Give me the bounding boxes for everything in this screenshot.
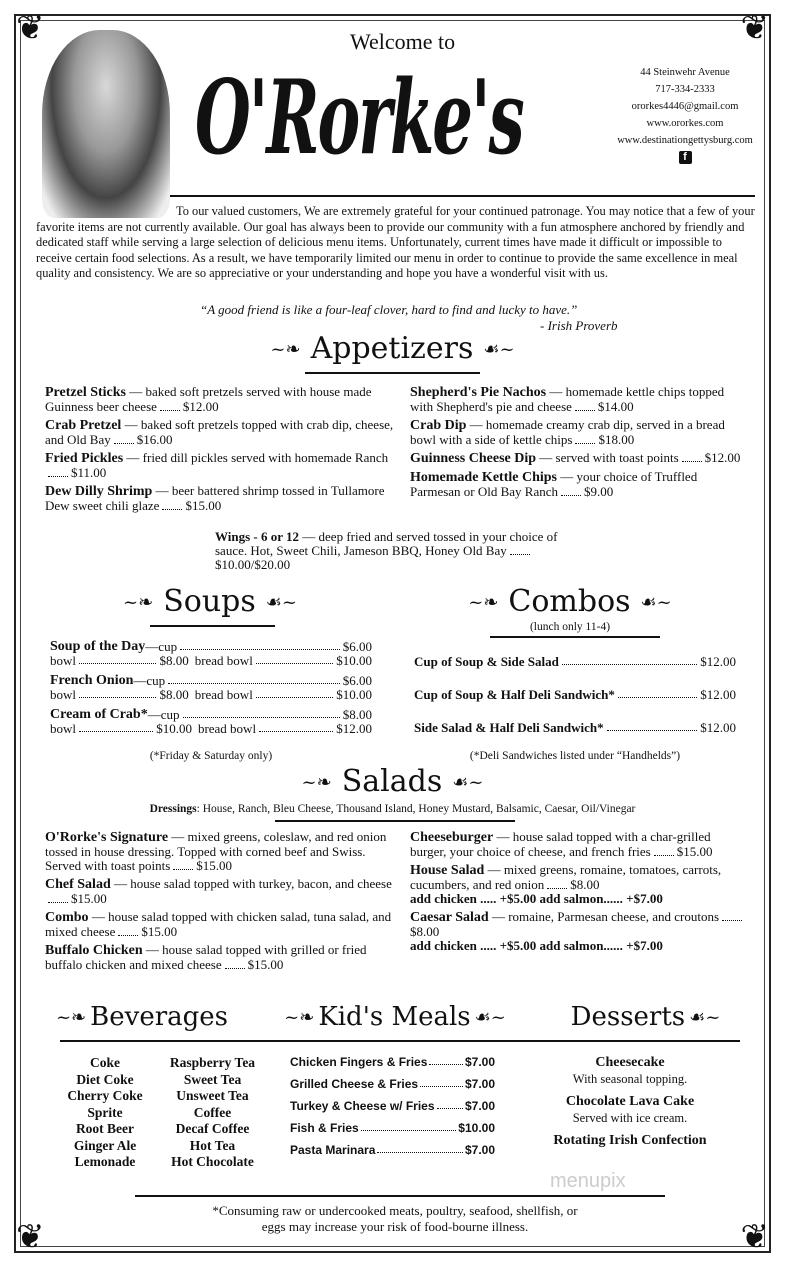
item-name: Side Salad & Half Deli Sandwich* [414, 720, 604, 735]
combo-item [414, 655, 736, 669]
soups-list [50, 640, 372, 742]
item-price: $6.00 [342, 639, 372, 654]
corner-ornament: ❦ [740, 10, 769, 47]
menu-item: Chef Salad — house salad topped with turkey, bacon, and cheese$15.00 [45, 876, 392, 906]
item-price: $12.00 [700, 654, 736, 669]
size-label: cup [160, 707, 180, 722]
item-price: $9.00 [584, 484, 614, 499]
corner-ornament: ❦ [740, 1219, 769, 1256]
intro-text: To our valued customers, We are extremely grateful for your continued patronage. You may notice that a few of your favorite items are not currently available. Our goal has always been to provide our community with a fun atmosphere anchored by friendly and dedicated staff while serving a large selection of delicious menu items. Unfortunately, current times have made it difficult or impossible to receive certain food selections. As a result, we have temporarily limited our menu in order to continue to provide the same excellence in meal quality and consistency. We are so appreciative or your understanding and hope you have a wonderful visit with us. [36, 204, 755, 281]
item-price: $12.00 [182, 399, 219, 414]
corner-ornament: ❦ [16, 10, 45, 47]
size-label: bread bowl [194, 687, 253, 702]
item-name: Fish & Fries [290, 1121, 359, 1135]
soup-item: Soup of the Day — cup $6.00 bowl $8.00 bread bowl $10.00 [50, 639, 372, 668]
menu-item: Dew Dilly Shrimp — beer battered shrimp tossed in Tullamore Dew sweet chili glaze $15.00 [45, 483, 385, 513]
item-price: $12.00 [336, 721, 372, 736]
leader-dots [561, 495, 581, 496]
leader-dots [575, 443, 595, 444]
leader-dots [162, 509, 182, 510]
item-name: Grilled Cheese & Fries [290, 1077, 419, 1091]
item-description: house salad topped with turkey, bacon, and cheese [130, 876, 392, 891]
soup-item: Cream of Crab* — cup $8.00 bowl $10.00 bread bowl $12.00 [50, 707, 372, 736]
item-name: French Onion [50, 673, 134, 688]
menu-item: Combo — house salad topped with chicken salad, tuna salad, and mixed cheese $15.00 [45, 909, 392, 939]
watermark: menupix [550, 1170, 626, 1192]
item-price: $12.00 [704, 450, 741, 465]
item-description: fried dill pickles served with homemade Ranch [142, 450, 389, 465]
email[interactable]: ororkes4446@gmail.com [631, 101, 739, 112]
combos-list [414, 655, 736, 754]
item-price: $15.00 [247, 957, 284, 972]
kids-item [290, 1099, 495, 1113]
beverages-col-1 [55, 1055, 155, 1171]
dressings: Dressings: House, Ranch, Bleu Cheese, Thousand Island, Honey Mustard, Balsamic, Caesar, Oil/Vinegar [149, 803, 636, 815]
desserts-heading: Desserts ☙~ [570, 1002, 721, 1032]
size-label: bread bowl [197, 721, 257, 736]
quote: “A good friend is like a four-leaf clover, hard to find and lucky to have.” [200, 302, 578, 317]
item-name: Pretzel Sticks [45, 385, 126, 400]
leader-dots [48, 476, 68, 477]
menu-item: Buffalo Chicken — house salad topped with grilled or fried buffalo chicken and mixed cheese $15.00 [45, 942, 367, 972]
item-name: Dew Dilly Shrimp [45, 484, 153, 499]
salads-left [45, 830, 395, 976]
address: 44 Steinwehr Avenue [640, 67, 730, 78]
item-description: mixed greens, coleslaw, and red onion tossed in house dressing. Topped with corned beef and Swiss. Served with toast points [45, 829, 387, 873]
size-label: bread bowl [194, 653, 253, 668]
item-price: $14.00 [597, 399, 634, 414]
item-description: Served with ice cream. [572, 1111, 688, 1125]
menu-item: House Salad — mixed greens, romaine, tomatoes, carrots, cucumbers, and red onion $8.00 add chicken ..... +$5.00 add salmon...... +$7.00 [410, 863, 745, 906]
salads-right [410, 830, 745, 957]
item-addons: add chicken ..... +$5.00 add salmon...... +$7.00 [410, 938, 663, 953]
menu-item: Guinness Cheese Dip — served with toast points $12.00 [410, 450, 741, 466]
beverage-item: Root Beer [75, 1121, 135, 1136]
item-description: homemade kettle chips topped with Shepherd's pie and cheese [410, 384, 725, 414]
item-price: $8.00 [570, 877, 600, 892]
combo-item [414, 721, 736, 735]
beverage-item: Raspberry Tea [169, 1055, 256, 1070]
kids-item [290, 1055, 495, 1069]
leader-dots [118, 935, 138, 936]
leader-dots [547, 888, 567, 889]
item-price: $8.00 [410, 924, 440, 939]
leader-dots [575, 410, 595, 411]
menu-item: Cheeseburger — house salad topped with a char-grilled burger, your choice of cheese, and french fries $15.00 [410, 829, 713, 859]
beverages-col-2 [155, 1055, 270, 1171]
appetizers-right [410, 385, 745, 503]
item-price: $7.00 [464, 1055, 495, 1069]
item-addons: add chicken ..... +$5.00 add salmon...... +$7.00 [410, 891, 663, 906]
item-price: $7.00 [464, 1099, 495, 1113]
beverage-item: Hot Chocolate [171, 1154, 254, 1169]
item-price: $10.00 [336, 653, 372, 668]
phone: 717-334-2333 [655, 84, 715, 95]
soups-note: (*Friday & Saturday only) [149, 750, 273, 762]
leader-dots [114, 443, 134, 444]
item-price: $8.00 [342, 707, 372, 722]
menu-item: Crab Dip — homemade creamy crab dip, served in a bread bowl with a side of kettle chips $18.00 [410, 417, 725, 447]
combos-note: (*Deli Sandwiches listed under “Handhelds”) [469, 750, 681, 762]
item-price: $8.00 [159, 687, 189, 702]
item-description: baked soft pretzels served with house made Guinness beer cheese [45, 384, 372, 414]
item-name: Pasta Marinara [290, 1143, 376, 1157]
beverage-item: Sprite [87, 1104, 123, 1120]
item-name: Rotating Irish Confection [553, 1133, 707, 1148]
item-name: Cheeseburger [410, 830, 494, 845]
item-name: Chocolate Lava Cake [565, 1094, 695, 1109]
leader-dots [722, 920, 742, 921]
item-name: Cheesecake [595, 1055, 665, 1070]
item-description: mixed greens, romaine, tomatoes, carrots, cucumbers, and red onion [410, 862, 722, 892]
divider [170, 195, 755, 197]
beverage-item: Decaf Coffee [175, 1121, 250, 1136]
menu-item: Fried Pickles — fried dill pickles served with homemade Ranch$11.00 [45, 450, 389, 480]
item-price: $6.00 [342, 673, 372, 688]
contact-info [605, 64, 765, 166]
size-label: bowl [50, 721, 76, 736]
item-price: $7.00 [464, 1077, 495, 1091]
item-price: $15.00 [141, 924, 178, 939]
website[interactable]: www.ororkes.com [646, 118, 724, 129]
item-name: Crab Dip [410, 418, 467, 433]
kids-heading: ~❧ Kid's Meals ☙~ [284, 1002, 506, 1032]
item-name: Chicken Fingers & Fries [290, 1055, 428, 1069]
item-name: Turkey & Cheese w/ Fries [290, 1099, 435, 1113]
item-name: Cup of Soup & Half Deli Sandwich* [414, 687, 615, 702]
item-name: Fried Pickles [45, 451, 124, 466]
appetizers-heading: ~❧ Appetizers ☙~ [270, 331, 515, 366]
soup-item: French Onion — cup $6.00 bowl $8.00 bread bowl $10.00 [50, 673, 372, 702]
item-description: beer battered shrimp tossed in Tullamore Dew sweet chili glaze [45, 483, 385, 513]
portrait-image [42, 30, 170, 218]
menu-item: Caesar Salad — romaine, Parmesan cheese, and croutons$8.00 add chicken ..... +$5.00 add salmon...... +$7.00 [410, 910, 745, 953]
logo: O'Rorke's [195, 58, 523, 179]
combos-heading: ~❧ Combos ☙~ [468, 584, 672, 619]
item-name: Chef Salad [45, 877, 111, 892]
desserts-list [520, 1055, 740, 1156]
menu-item: Homemade Kettle Chips — your choice of Truffled Parmesan or Old Bay Ranch $9.00 [410, 469, 698, 499]
beverage-item: Ginger Ale [73, 1137, 137, 1153]
beverage-item: Coffee [193, 1104, 232, 1120]
item-name: Soup of the Day [50, 639, 146, 654]
item-description: house salad topped with grilled or fried buffalo chicken and mixed cheese [45, 942, 367, 972]
kids-list [290, 1055, 495, 1165]
menu-item: Crab Pretzel — baked soft pretzels topped with crab dip, cheese, and Old Bay $16.00 [45, 417, 394, 447]
item-description: romaine, Parmesan cheese, and croutons [508, 909, 720, 924]
item-price: $15.00 [71, 891, 107, 906]
item-price: $11.00 [71, 465, 107, 480]
beverage-item: Diet Coke [76, 1071, 134, 1087]
item-description: homemade creamy crab dip, served in a bread bowl with a side of kettle chips [410, 417, 725, 447]
item-name: Shepherd's Pie Nachos [410, 385, 547, 400]
item-price: $15.00 [196, 858, 233, 873]
beverage-item: Lemonade [74, 1154, 136, 1169]
item-price: $7.00 [464, 1143, 495, 1157]
item-price: $18.00 [598, 432, 635, 447]
item-price: $10.00 [156, 721, 192, 736]
leader-dots [160, 410, 180, 411]
size-label: cup [146, 673, 166, 688]
corner-ornament: ❦ [16, 1219, 45, 1256]
item-name: Crab Pretzel [45, 418, 122, 433]
item-name: Homemade Kettle Chips [410, 470, 557, 485]
beverages-heading: ~❧ Beverages [55, 1002, 229, 1032]
leader-dots [48, 902, 68, 903]
disclaimer: *Consuming raw or undercooked meats, poultry, seafood, shellfish, or eggs may increase your risk of food-bourne illness. [212, 1203, 578, 1234]
leader-dots [225, 968, 245, 969]
item-price: $16.00 [136, 432, 173, 447]
beverage-item: Coke [90, 1055, 120, 1070]
item-description: house salad topped with a char-grilled burger, your choice of cheese, and french fries [410, 829, 711, 859]
item-price: $8.00 [159, 653, 189, 668]
website-2[interactable]: www.destinationgettysburg.com [617, 135, 753, 146]
item-price: $15.00 [676, 844, 713, 859]
item-name: Buffalo Chicken [45, 943, 143, 958]
size-label: bowl [50, 653, 76, 668]
dessert-item [520, 1133, 740, 1149]
item-name: Combo [45, 910, 89, 925]
beverage-item: Unsweet Tea [176, 1088, 249, 1103]
welcome-text: Welcome to [350, 29, 456, 54]
kids-item [290, 1143, 495, 1157]
appetizers-left [45, 385, 395, 517]
item-name: Cup of Soup & Side Salad [414, 654, 559, 669]
combos-subtitle: (lunch only 11-4) [529, 621, 611, 633]
item-description: With seasonal topping. [572, 1072, 688, 1086]
item-description: baked soft pretzels topped with crab dip, cheese, and Old Bay [45, 417, 394, 447]
menu-item: O'Rorke's Signature — mixed greens, coleslaw, and red onion tossed in house dressing. Topped with corned beef and Swiss. Served with toast points $15.00 [45, 829, 387, 873]
item-name: Caesar Salad [410, 910, 489, 925]
dessert-item [520, 1055, 740, 1087]
menu-item: Shepherd's Pie Nachos — homemade kettle chips topped with Shepherd's pie and cheese $14.00 [410, 384, 725, 414]
beverage-item: Sweet Tea [183, 1071, 242, 1087]
salads-heading: ~❧ Salads ☙~ [301, 764, 484, 799]
combo-item [414, 688, 736, 702]
item-description: house salad topped with chicken salad, tuna salad, and mixed cheese [45, 909, 392, 939]
item-name: Guinness Cheese Dip [410, 451, 537, 466]
item-price: $10.00 [458, 1121, 495, 1135]
leader-dots [654, 855, 674, 856]
dessert-item [520, 1094, 740, 1126]
soups-heading: ~❧ Soups ☙~ [123, 584, 297, 619]
item-description: served with toast points [555, 450, 679, 465]
leader-dots [173, 869, 193, 870]
kids-item [290, 1077, 495, 1091]
size-label: bowl [50, 687, 76, 702]
item-price: $10.00 [336, 687, 372, 702]
item-description: your choice of Truffled Parmesan or Old Bay Ranch [410, 469, 698, 499]
menu-item: Pretzel Sticks — baked soft pretzels served with house made Guinness beer cheese $12.00 [45, 384, 372, 414]
wings-item: Wings - 6 or 12 — deep fried and served tossed in your choice of sauce. Hot, Sweet Chili, Jameson BBQ, Honey Old Bay$10.00/$20.00 [215, 529, 558, 572]
facebook-icon[interactable]: f [679, 151, 692, 164]
item-name: O'Rorke's Signature [45, 830, 169, 845]
item-price: $12.00 [700, 687, 736, 702]
item-name: Cream of Crab* [50, 707, 148, 722]
size-label: cup [158, 639, 178, 654]
beverage-item: Cherry Coke [67, 1088, 143, 1103]
kids-item [290, 1121, 495, 1135]
item-price: $15.00 [185, 498, 222, 513]
leader-dots [682, 461, 702, 462]
quote-author: - Irish Proverb [540, 318, 618, 333]
item-name: House Salad [410, 863, 485, 878]
beverage-item: Hot Tea [189, 1137, 236, 1153]
item-price: $12.00 [700, 720, 736, 735]
